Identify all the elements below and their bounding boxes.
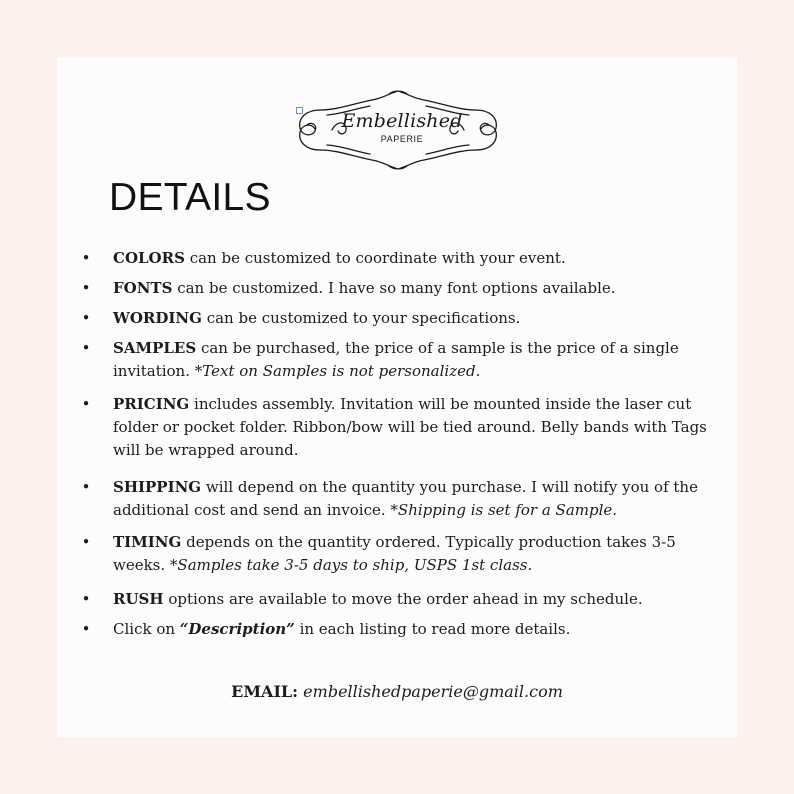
item-keyword: SAMPLES (113, 339, 197, 357)
item-keyword: WORDING (113, 309, 202, 327)
item-note: *Samples take 3-5 days to ship, USPS 1st class. (169, 556, 533, 574)
item-keyword: RUSH (113, 590, 164, 608)
contact-line (57, 682, 737, 701)
email-label: EMAIL: (231, 682, 299, 701)
item-lead: Click on (113, 620, 180, 638)
logo-script-text: Embellished (341, 110, 463, 132)
list-item-pricing (81, 393, 713, 462)
embellished-paperie-logo (292, 90, 504, 170)
item-keyword: PRICING (113, 395, 190, 413)
description-link: “Description” (179, 620, 295, 638)
item-text: depends on the quantity ordered. Typically production takes 3-5 weeks. (113, 533, 676, 574)
list-item-colors (81, 247, 713, 270)
list-item-description (81, 618, 713, 641)
item-text: can be customized to coordinate with your event. (184, 249, 566, 267)
bullet-icon: • (81, 395, 91, 413)
item-keyword: COLORS (113, 249, 185, 267)
details-card (57, 57, 737, 737)
item-text: will depend on the quantity you purchase. I will notify you of the additional cost and send an invoice. (113, 478, 698, 519)
bullet-icon: • (81, 279, 91, 297)
bullet-icon: • (81, 533, 91, 551)
page-title: DETAILS (109, 176, 271, 219)
item-text: can be customized to your specifications. (201, 309, 521, 327)
bullet-icon: • (81, 249, 91, 267)
item-note: *Shipping is set for a Sample. (390, 501, 618, 519)
item-keyword: TIMING (113, 533, 182, 551)
item-keyword: FONTS (113, 279, 173, 297)
list-item-timing (81, 531, 713, 577)
item-note: *Text on Samples is not personalized. (194, 362, 481, 380)
selection-handle[interactable] (296, 107, 303, 114)
bullet-icon: • (81, 339, 91, 357)
list-item-wording (81, 307, 713, 330)
list-item-fonts (81, 277, 713, 300)
list-item-shipping (81, 476, 713, 522)
bullet-icon: • (81, 478, 91, 496)
bullet-icon: • (81, 309, 91, 327)
item-text: options are available to move the order ahead in my schedule. (163, 590, 643, 608)
bullet-icon: • (81, 620, 91, 638)
email-address: embellishedpaperie@gmail.com (298, 682, 563, 701)
item-text: includes assembly. Invitation will be mounted inside the laser cut folder or pocket folder. Ribbon/bow will be tied around. Belly bands with Tags will be wrapped around. (113, 395, 707, 459)
list-item-samples (81, 337, 713, 383)
item-text: can be customized. I have so many font options available. (172, 279, 616, 297)
list-item-rush (81, 588, 713, 611)
item-text: can be purchased, the price of a sample is the price of a single invitation. (113, 339, 679, 380)
bullet-icon: • (81, 590, 91, 608)
item-text: in each listing to read more details. (294, 620, 571, 638)
item-keyword: SHIPPING (113, 478, 202, 496)
logo-sub-text: PAPERIE (380, 134, 424, 144)
